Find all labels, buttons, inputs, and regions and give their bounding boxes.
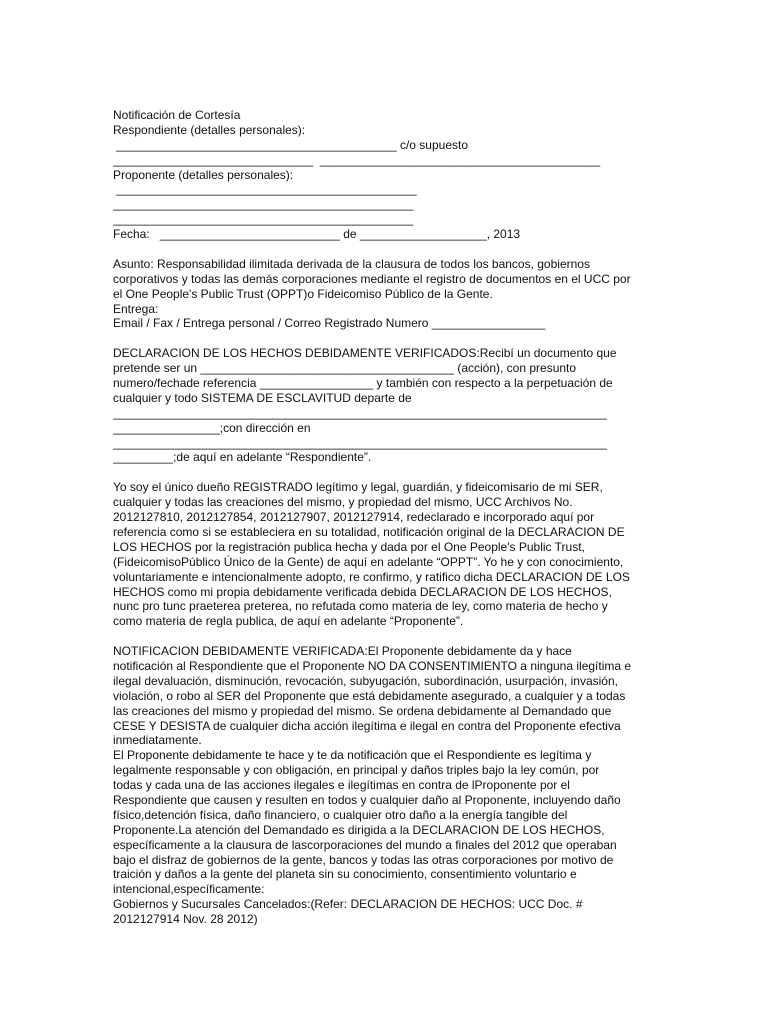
asunto-line: corporativos y todas las demás corporaciones mediante el registro de documentos en el UCC por — [113, 271, 631, 286]
respondent-line-1: __________________________________________ c/o supuesto — [113, 137, 469, 152]
notificacion-line: Proponente.La atención del Demandado es dirigida a la DECLARACION DE LOS HECHOS, — [113, 822, 605, 837]
notificacion-line: traición y daños a la gente del planeta sin su conocimiento, consentimiento voluntario e — [113, 867, 577, 882]
notificacion-line: notificación al Respondiente que el Proponente NO DA CONSENTIMIENTO a ninguna ilegítima e — [113, 658, 632, 673]
notificacion-line: NOTIFICACION DEBIDAMENTE VERIFICADA:El Proponente debidamente da y hace — [113, 644, 572, 659]
notificacion-line: ilegal devaluación, disminución, revocación, subyugación, subordinación, usurpación, invasión, — [113, 673, 618, 688]
declaracion-line: numero/fechade referencia _________________ y también con respecto a la perpetuación de — [113, 376, 613, 391]
declaracion-paragraph — [113, 346, 661, 465]
respondent-line-2: ______________________________ __________________________________________ — [113, 152, 601, 167]
notificacion-line: violación, o robo al SER del Proponente que está debidamente asegurado, a cualquier y a todas — [113, 688, 626, 703]
notificacion-line: legalmente responsable y con obligación, en principal y daños triples bajo la ley común, por — [113, 763, 600, 778]
asunto-line: el One People's Public Trust (OPPT)o Fideicomiso Público de la Gente. — [113, 286, 493, 301]
notificacion-line: las creaciones del mismo y propiedad del mismo. Se ordena debidamente al Demandado que — [113, 703, 612, 718]
proponent-line-3: _____________________________________________ — [113, 212, 414, 227]
notificacion-line: bajo el disfraz de gobiernos de la gente, bancos y todas las otras corporaciones por motivo de — [113, 852, 614, 867]
spacer — [113, 242, 661, 257]
declaracion-line: cualquier y todo SISTEMA DE ESCLAVITUD departe de — [113, 390, 412, 405]
yo-soy-line: 2012127810, 2012127854, 2012127907, 2012127914, redeclarado e incorporado aquí por — [113, 510, 595, 525]
proponent-line-2: _____________________________________________ — [113, 197, 414, 212]
date-line: Fecha: ___________________________ de ___________________, 2013 — [113, 227, 521, 242]
notificacion-line: todas y cada una de las acciones ilegales e ilegítimas en contra de lProponente por el — [113, 778, 570, 793]
spacer — [113, 465, 661, 480]
asunto-paragraph — [113, 257, 661, 331]
declaracion-line: DECLARACION DE LOS HECHOS DEBIDAMENTE VERIFICADOS:Recibí un documento que — [113, 346, 617, 361]
proponent-label: Proponente (detalles personales): — [113, 167, 294, 182]
notificacion-line: intencional,específicamente: — [113, 882, 265, 897]
yo-soy-line: voluntariamente e intencionalmente adopto, re confirmo, y ratifico dicha DECLARACION DE LOS — [113, 569, 630, 584]
yo-soy-line: Yo soy el único dueño REGISTRADO legítimo y legal, guardián, y fideicomisario de mi SER, — [113, 480, 603, 495]
yo-soy-line: cualquier y todas las creaciones del mismo, y propiedad del mismo, UCC Archivos No. — [113, 495, 573, 510]
declaracion-line: ________________;con dirección en — [113, 420, 311, 435]
yo-soy-line: referencia como si se estableciera en su totalidad, notificación original de la DECLARACION DE — [113, 524, 625, 539]
declaracion-line: _________;de aquí en adelante “Respondiente”. — [113, 450, 372, 465]
asunto-line: Email / Fax / Entrega personal / Correo Registrado Numero _________________ — [113, 316, 546, 331]
declaracion-line: __________________________________________________________________________ — [113, 435, 607, 450]
yo-soy-line: como materia de regla publica, de aquí en adelante “Proponente”. — [113, 614, 464, 629]
declaracion-line: __________________________________________________________________________ — [113, 405, 607, 420]
declaracion-line: pretende ser un ______________________________________ (acción), con presunto — [113, 361, 577, 376]
document-body — [113, 108, 661, 927]
spacer — [113, 629, 661, 644]
notificacion-line: 2012127914 Nov. 28 2012) — [113, 912, 258, 927]
notificacion-line: inmediatamente. — [113, 733, 202, 748]
yo-soy-line: nunc pro tunc praeterea preterea, no refutada como materia de ley, como materia de hecho y — [113, 599, 608, 614]
proponent-line-1: _____________________________________________ — [113, 182, 417, 197]
notificacion-line: físico,detención física, daño financiero, o cualquier otro daño a la energía tangible del — [113, 807, 568, 822]
yo-soy-line: LOS HECHOS por la registración publica hecha y dada por el One People's Public Trust, — [113, 539, 585, 554]
notificacion-paragraph — [113, 644, 661, 927]
notificacion-line: CESE Y DESISTA de cualquier dicha acción ilegítima e ilegal en contra del Proponente efectiva — [113, 718, 621, 733]
asunto-line: Asunto: Responsabilidad ilimitada derivada de la clausura de todos los bancos, gobiernos — [113, 256, 590, 271]
notificacion-line: Gobiernos y Sucursales Cancelados:(Refer: DECLARACION DE HECHOS: UCC Doc. # — [113, 897, 583, 912]
header-block — [113, 108, 661, 242]
yo-soy-line: HECHOS como mi propia debidamente verificada debida DECLARACION DE LOS HECHOS, — [113, 584, 612, 599]
notificacion-line: específicamente a la clausura de lascorporaciones del mundo a finales del 2012 que operaban — [113, 837, 617, 852]
respondent-label: Respondiente (detalles personales): — [113, 122, 306, 137]
notificacion-line: El Proponente debidamente te hace y te da notificación que el Respondiente es legítima y — [113, 748, 592, 763]
yo-soy-paragraph — [113, 480, 661, 629]
notice-title: Notificación de Cortesía — [113, 108, 241, 122]
asunto-line: Entrega: — [113, 301, 159, 316]
notificacion-line: Respondiente que causen y resulten en todos y cualquier daño al Proponente, incluyendo daño — [113, 792, 621, 807]
yo-soy-line: (FideicomisoPúblico Único de la Gente) de aquí en adelante “OPPT”. Yo he y con conocimiento, — [113, 554, 624, 569]
spacer — [113, 331, 661, 346]
